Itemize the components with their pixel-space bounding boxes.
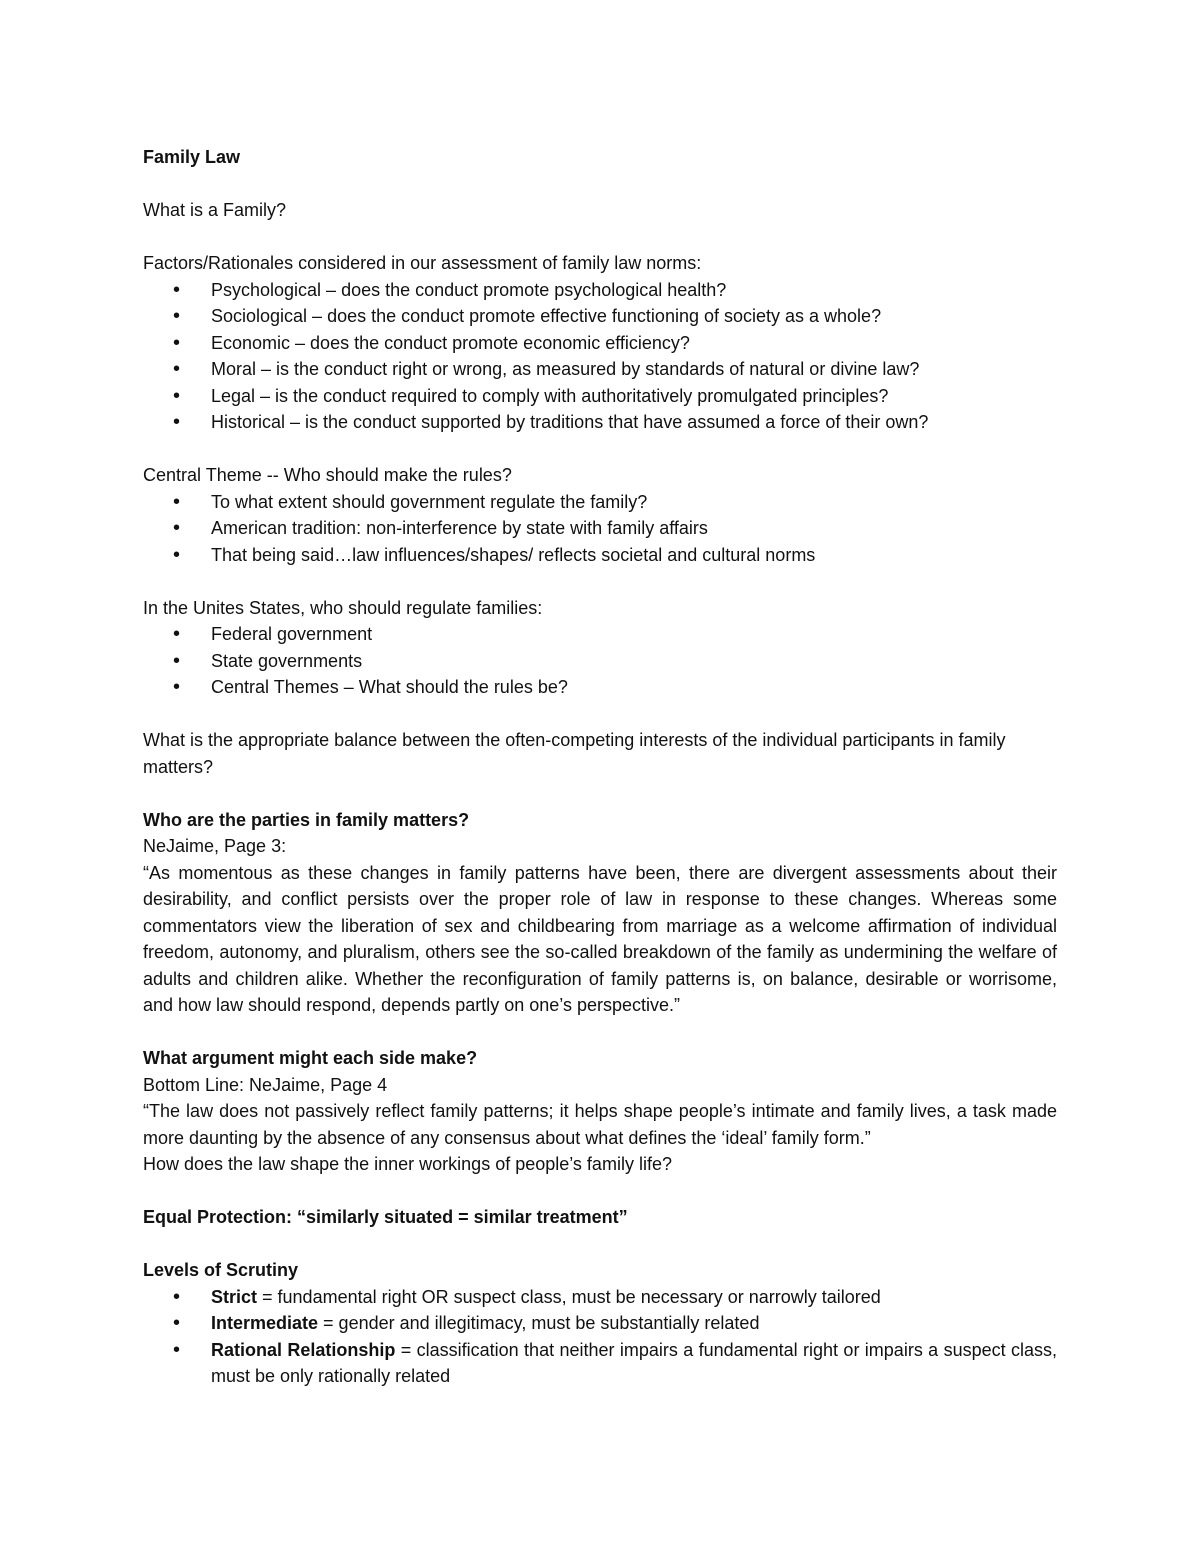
list-item — [143, 1310, 1057, 1337]
factors-intro: Factors/Rationales considered in our assessment of family law norms: — [143, 253, 702, 273]
balance-question: What is the appropriate balance between the often-competing interests of the individual participants in family matters? — [143, 730, 1006, 777]
scrutiny-term: Intermediate — [211, 1313, 319, 1333]
list-item: • Sociological – does the conduct promote effective functioning of society as a whole? — [143, 303, 1057, 330]
parties-citation: NeJaime, Page 3: — [143, 836, 287, 856]
list-item: • State governments — [143, 648, 1057, 675]
equal-protection-heading: Equal Protection: “similarly situated = similar treatment” — [143, 1207, 628, 1227]
scrutiny-text: = gender and illegitimacy, must be substantially related — [318, 1313, 760, 1333]
list-item: • To what extent should government regulate the family? — [143, 489, 1057, 516]
list-item: • Central Themes – What should the rules be? — [143, 674, 1057, 701]
list-item: • That being said…law influences/shapes/ reflects societal and cultural norms — [143, 542, 1057, 569]
list-item: • Moral – is the conduct right or wrong, as measured by standards of natural or divine law? — [143, 356, 1057, 383]
scrutiny-text: = fundamental right OR suspect class, must be necessary or narrowly tailored — [257, 1286, 881, 1307]
parties-quote: “As momentous as these changes in family patterns have been, there are divergent assessments about their desirability, and conflict persists over the proper role of law in response to these changes. Whereas some commentators view the liberation of sex and childbearing from marriage as a welcome affirmation of individual freedom, autonomy, and pluralism, others see the so-called breakdown of the family as undermining the welfare of adults and children alike. Whether the reconfiguration of family patterns is, on balance, desirable or worrisome, and how law should respond, depends partly on one’s perspective.” — [143, 862, 1057, 1015]
regulate-intro: In the Unites States, who should regulate families: — [143, 597, 543, 618]
argument-heading: What argument might each side make? — [143, 1048, 478, 1068]
scrutiny-heading: Levels of Scrutiny — [143, 1260, 299, 1280]
factors-list — [143, 277, 1057, 436]
document-body — [143, 144, 1057, 1390]
scrutiny-term: Strict — [211, 1286, 258, 1307]
list-item — [143, 1284, 1057, 1311]
central-theme-list — [143, 489, 1057, 569]
argument-citation: Bottom Line: NeJaime, Page 4 — [143, 1074, 388, 1095]
document-title: Family Law — [143, 147, 241, 167]
list-item: • Federal government — [143, 621, 1057, 648]
list-item: • Historical – is the conduct supported by traditions that have assumed a force of their own? — [143, 409, 1057, 436]
question-family: What is a Family? — [143, 200, 287, 220]
list-item: • American tradition: non-interference by state with family affairs — [143, 515, 1057, 542]
scrutiny-term: Rational Relationship — [211, 1339, 396, 1360]
regulate-list — [143, 621, 1057, 701]
list-item — [143, 1337, 1057, 1390]
scrutiny-list — [143, 1284, 1057, 1390]
scrutiny-text: = classification that neither impairs a fundamental right or impairs a suspect class, must be only rationally related — [211, 1339, 1057, 1386]
central-theme-intro: Central Theme -- Who should make the rules? — [143, 465, 512, 485]
list-item: • Psychological – does the conduct promote psychological health? — [143, 277, 1057, 304]
argument-quote: “The law does not passively reflect family patterns; it helps shape people’s intimate and family lives, a task made more daunting by the absence of any consensus about what defines the ‘ideal’ family form.” — [143, 1101, 1057, 1148]
list-item: • Economic – does the conduct promote economic efficiency? — [143, 330, 1057, 357]
argument-question: How does the law shape the inner workings of people’s family life? — [143, 1154, 672, 1174]
list-item: • Legal – is the conduct required to comply with authoritatively promulgated principles? — [143, 383, 1057, 410]
parties-heading: Who are the parties in family matters? — [143, 809, 470, 830]
